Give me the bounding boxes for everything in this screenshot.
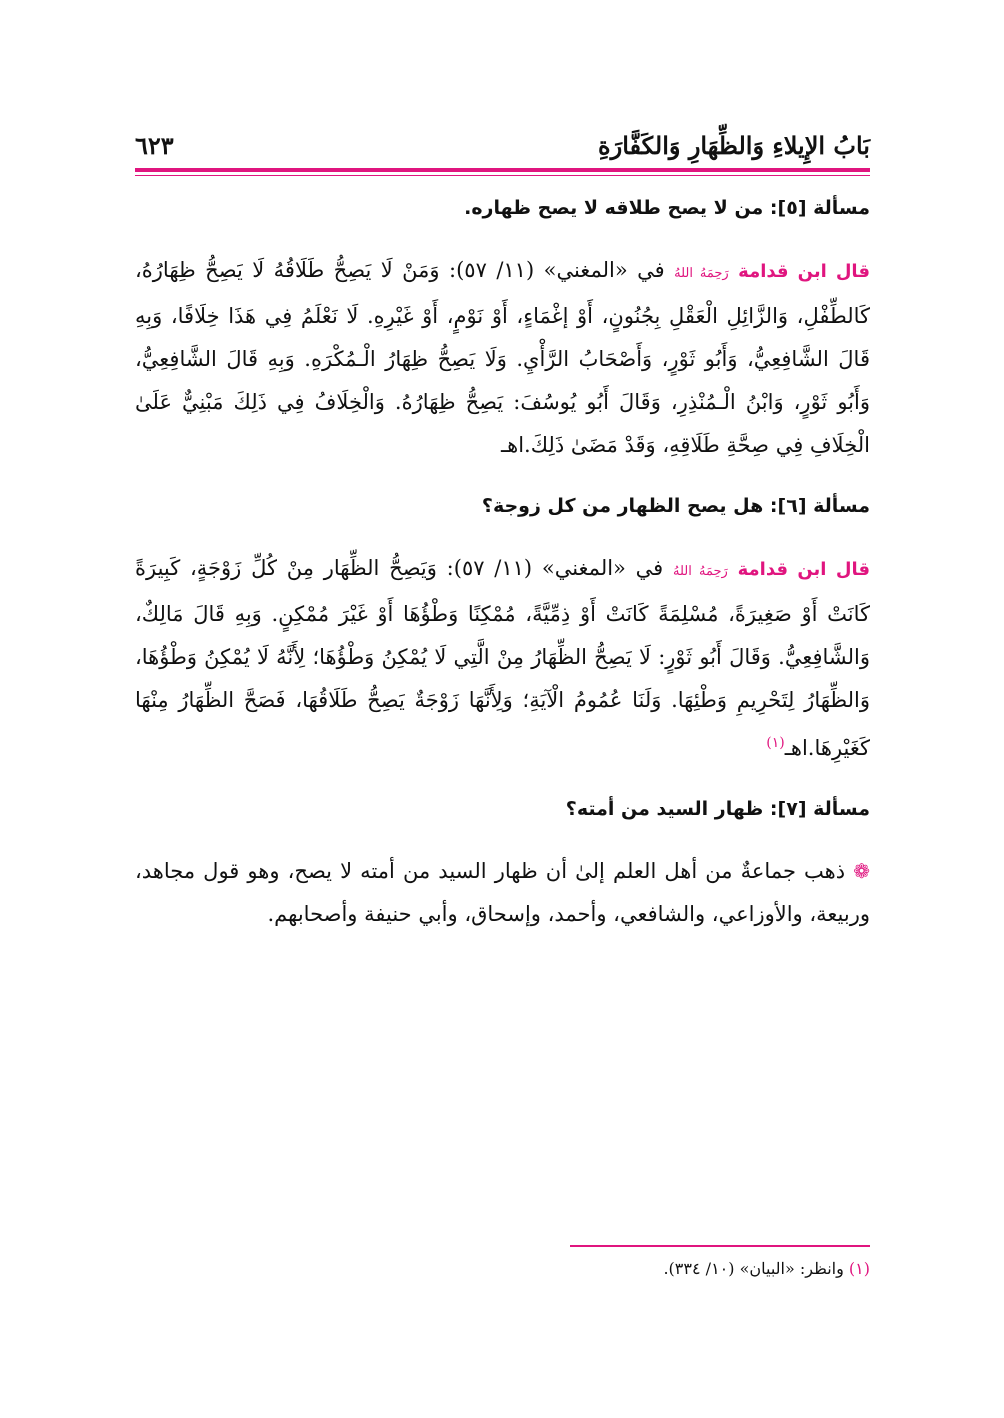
speaker-name: قال ابن قدامة [738,261,870,282]
page-number: ٦٢٣ [135,131,174,160]
footnote-reference[interactable]: (١) [766,735,785,751]
issue-5-text: في «المغني» (١١/ ٥٧): وَمَنْ لَا يَصِحُّ طَلَاقُهُ لَا يَصِحُّ ظِهَارُهُ، كَالطِّفْلِ، وَالزَّائِلِ الْعَقْلِ بِجُنُونٍ، أَوْ إغْمَاءٍ، أَوْ نَوْمٍ، أَوْ غَيْرِهِ. لَا نَعْلَمُ فِي هَذَا خِلَافًا، وَبِهِ قَالَ الشَّافِعِيُّ، وَأَبُو ثَوْرٍ، وَأَصْحَابُ الرَّأْيِ. وَلَا يَصِحُّ ظِهَارُ الْـمُكْرَهِ. وَبِهِ قَالَ الشَّافِعِيُّ، وَأَبُو ثَوْرٍ، وَابْنُ الْـمُنْذِرِ، وَقَالَ أَبُو يُوسُفَ: يَصِحُّ ظِهَارُهُ. وَالْخِلَافُ فِي ذَلِكَ مَبْنِيٌّ عَلَىٰ الْخِلَافِ فِي صِحَّةِ طَلَاقِهِ، وَقَدْ مَضَىٰ ذَلِكَ.اهـ [135,258,870,457]
footnote [135,1255,870,1283]
issue-6-text: في «المغني» (١١/ ٥٧): وَيَصِحُّ الظِّهَار مِنْ كُلِّ زَوْجَةٍ، كَبِيرَةً كَانَتْ أَوْ صَغِيرَةً، مُسْلِمَةً كَانَتْ أَوْ ذِمِّيَّةً، مُمْكِنًا وَطْؤُهَا أَوْ غَيْرَ مُمْكِنٍ. وَبِهِ قَالَ مَالِكٌ، وَالشَّافِعِيُّ. وَقَالَ أَبُو ثَوْرٍ: لَا يَصِحُّ الظِّهَارُ مِنْ الَّتِي لَا يُمْكِنُ وَطْؤُهَا؛ لِأَنَّهُ لَا يُمْكِنُ وَطْؤُهَا، وَالظِّهَارُ لِتَحْرِيمِ وَطْئِهَا. وَلَنَا عُمُومُ الْآيَةِ؛ وَلِأَنَّهَا زَوْجَةٌ يَصِحُّ طَلَاقُهَا، فَصَحَّ الظِّهَارُ مِنْهَا كَغَيْرِهَا.اهـ [135,556,870,760]
header-rule-thick [135,168,870,172]
header-rule-thin [135,175,870,176]
issue-6-heading: مسألة [٦]: هل يصح الظهار من كل زوجة؟ [481,495,870,517]
running-title: بَابُ الإِيلاءِ وَالظِّهَارِ وَالكَفَّارَةِ [598,131,870,160]
issue-5-heading: مسألة [٥]: من لا يصح طلاقه لا يصح ظهاره. [464,197,870,219]
footnote-text: وانظر: «البيان» (١٠/ ٣٣٤). [663,1259,844,1278]
issue-5-paragraph [135,249,870,467]
footnote-number: (١) [848,1259,870,1278]
issue-7-heading: مسألة [٧]: ظهار السيد من أمته؟ [565,798,870,820]
honorific: رَحِمَهُ اللهُ [674,266,729,281]
speaker-name: قال ابن قدامة [737,559,870,580]
flower-bullet-icon: ❁ [853,859,870,883]
issue-6-paragraph [135,547,870,770]
honorific: رَحِمَهُ اللهُ [672,564,728,579]
page-content [135,185,870,936]
issue-7-text: ذهب جماعةٌ من أهل العلم إلىٰ أن ظهار السيد من أمته لا يصح، وهو قول مجاهد، وربيعة، والأوزاعي، والشافعي، وأحمد، وإسحاق، وأبي حنيفة وأصحابهم. [135,859,870,926]
page-header [135,120,870,160]
footnote-rule [570,1245,870,1247]
issue-7-paragraph [135,850,870,936]
